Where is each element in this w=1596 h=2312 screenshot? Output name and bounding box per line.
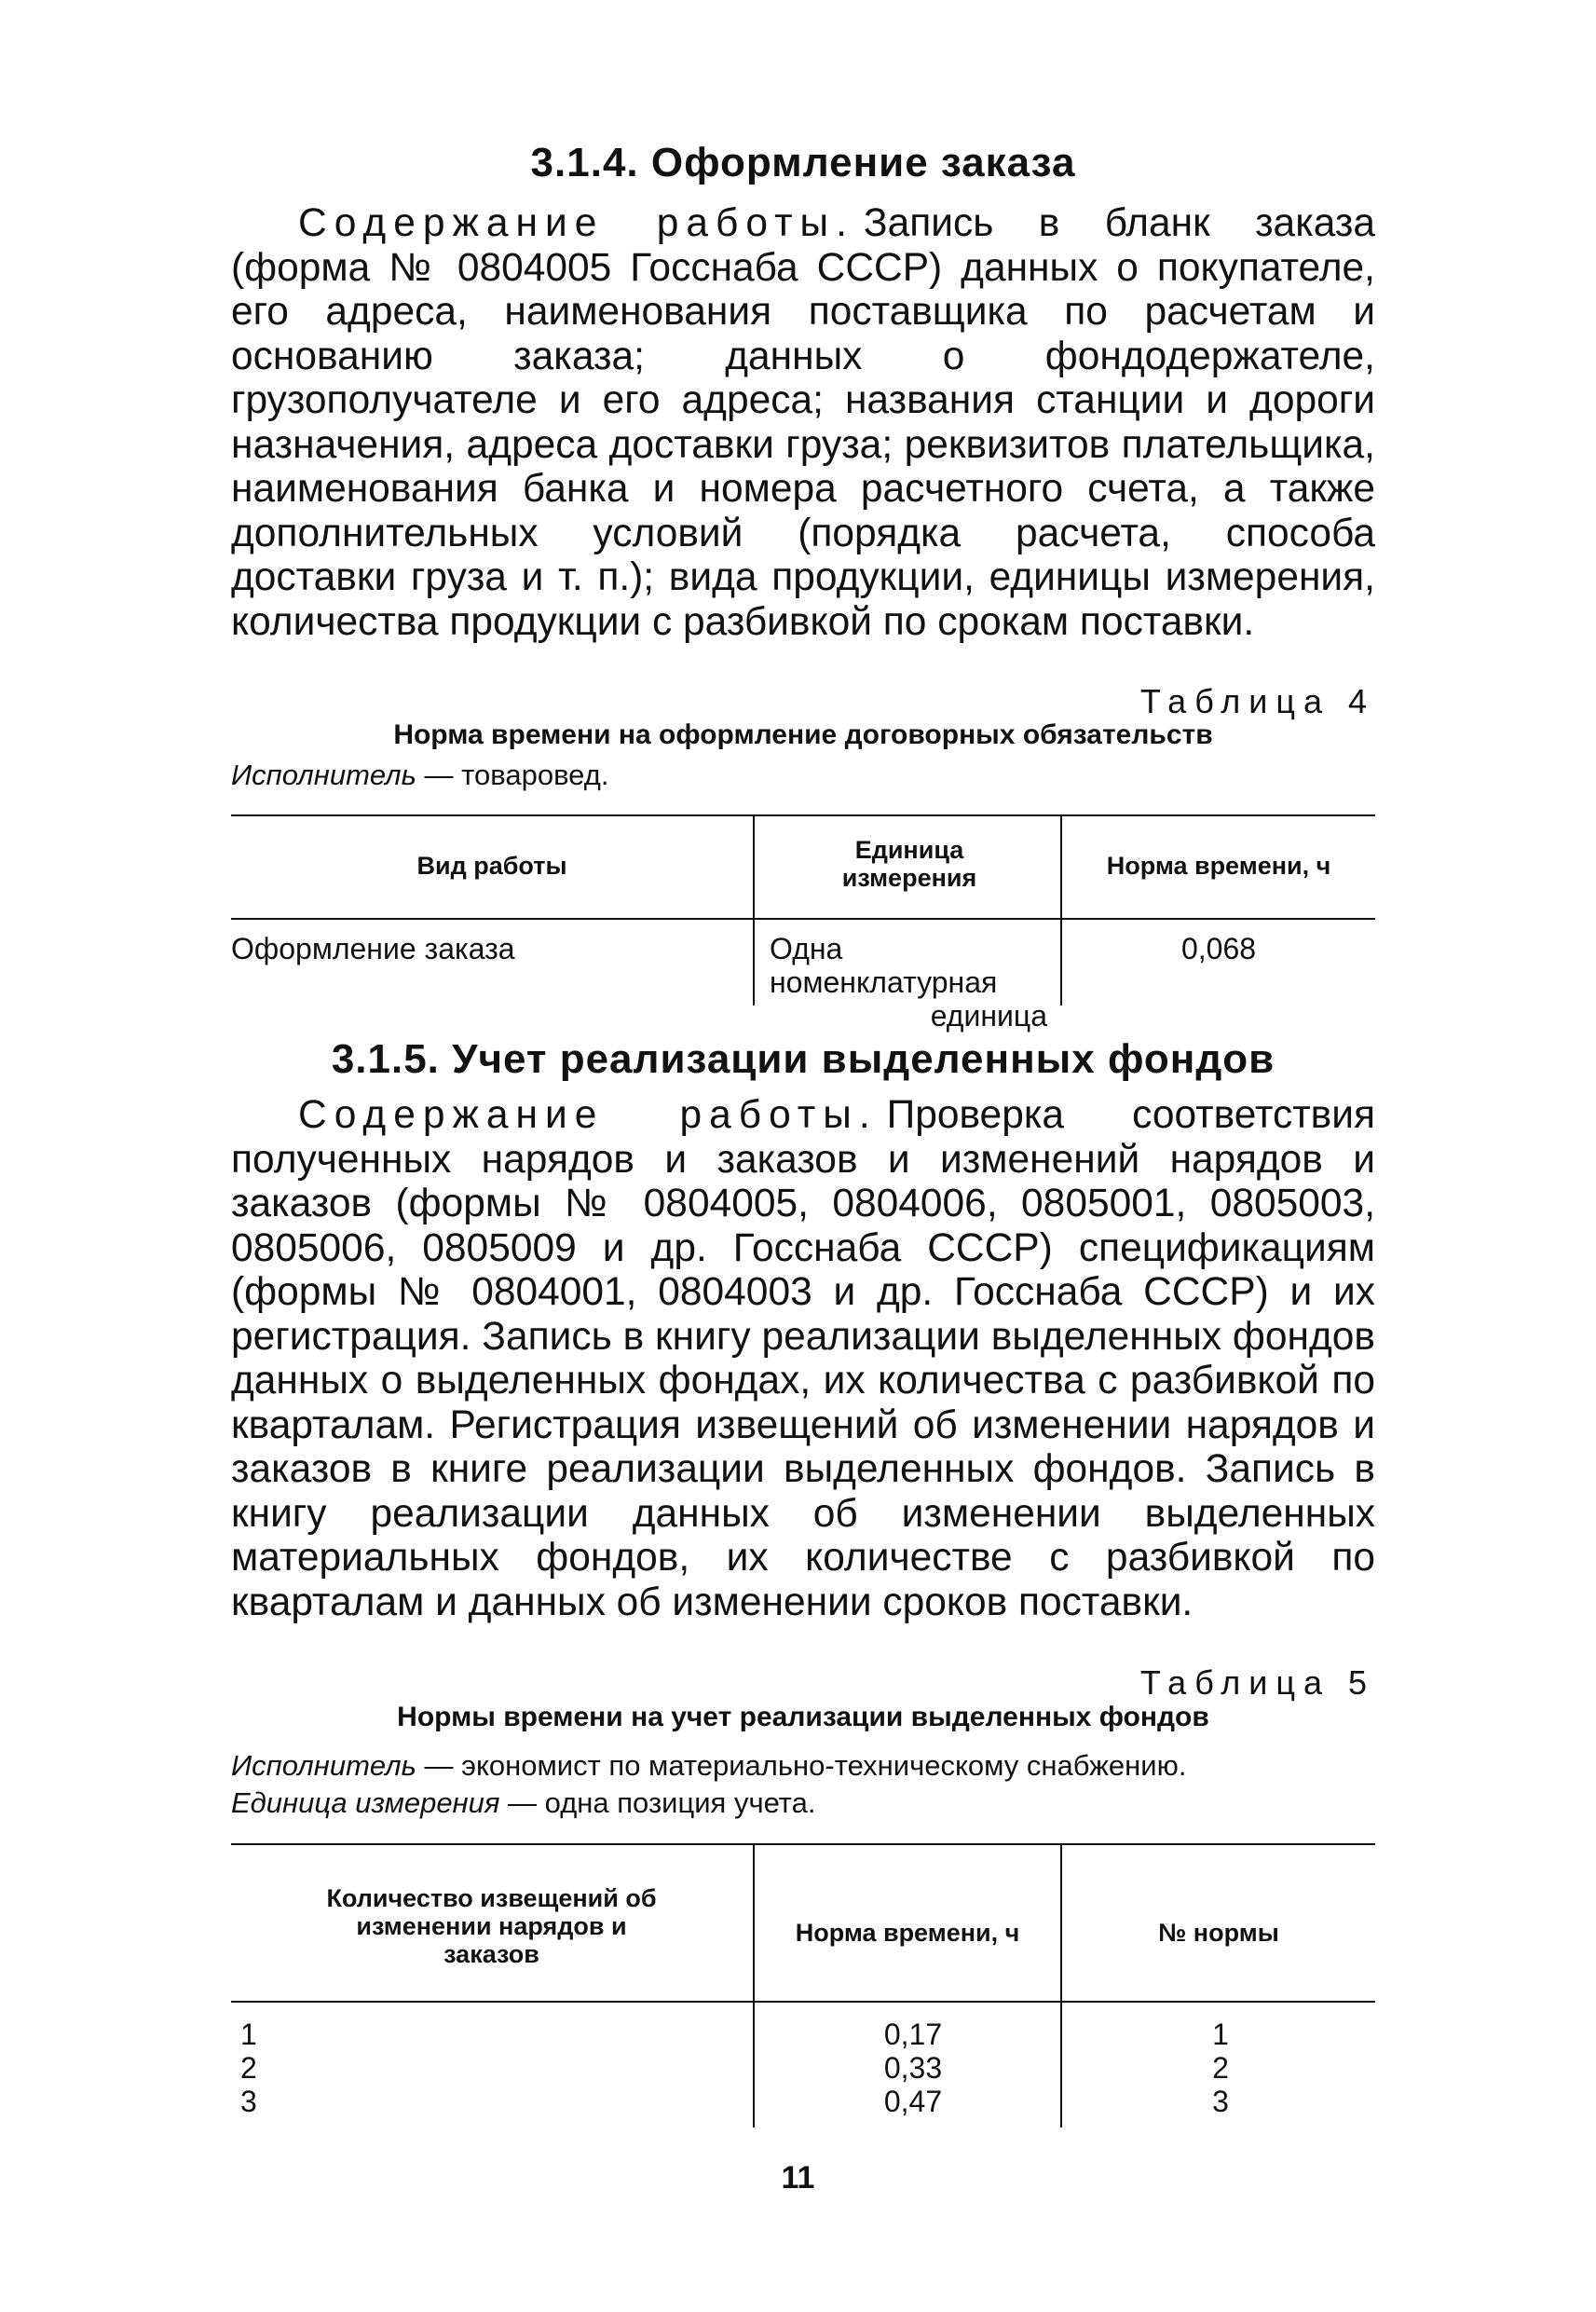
table-row-num: 1 (1212, 2018, 1229, 2051)
section-3-1-5-text (231, 1093, 1375, 1624)
section-3-1-5-body: Проверка соответствия полученных нарядов и заказов и изменений нарядов и заказов (формы № 0804005, 0804006, 0805001, 0805003, 0805006, 0805009 и др. Госснаба СССР) спецификациям (формы № 0804001, 0804003 и др. Госснаба СССР) и их регистрация. Запись в книгу реализации выделенных фондов данных о выделенных фондах, их количества с разбивкой по кварталам. Регистрация извещений об изменении нарядов и заказов в книге реализации выделенных фондов. Запись в книгу реализации данных об изменении выделенных материальных фондов, их количестве с разбивкой по кварталам и данных об изменении сроков поставки. (231, 1093, 1376, 1624)
table-4-cell-unit: Одна номенклатурная единица (770, 932, 1047, 1033)
table-5-header-num: № нормы (1158, 1919, 1279, 1947)
unit-label: Единица измерения (231, 1786, 500, 1819)
table-5-label: Таблица 5 (1139, 1663, 1375, 1702)
table-row-norm: 0,33 (883, 2051, 943, 2085)
table-row-num: 3 (1212, 2085, 1229, 2118)
table-4-col-divider-1 (753, 814, 755, 1006)
table-5-col-divider-1 (753, 1843, 755, 2127)
unit-value: — одна позиция учета. (499, 1786, 816, 1819)
table-4-header-work: Вид работы (416, 852, 567, 880)
section-heading-3-1-5: 3.1.5. Учет реализации выделенных фондов (331, 1036, 1275, 1082)
executor-value: — товаровед. (416, 759, 609, 791)
table-4-header-norm: Норма времени, ч (1106, 852, 1331, 880)
table-5-unit (231, 1785, 1375, 1822)
content-lead: Содержание работы. (298, 1093, 878, 1137)
table-5-header-count: Количество извещений об изменении нарядов и заказов (326, 1884, 657, 1968)
content-lead: Содержание работы. (298, 201, 854, 245)
table-4-col-divider-2 (1060, 814, 1062, 1006)
table-5-executor (231, 1747, 1375, 1785)
table-5-header-norm: Норма времени, ч (795, 1919, 1020, 1947)
table-row-num: 2 (1212, 2051, 1229, 2085)
executor-label: Исполнитель (231, 759, 416, 791)
section-heading-3-1-4: 3.1.4. Оформление заказа (530, 140, 1076, 185)
table-4-header-rule (231, 918, 1375, 920)
table-5-title: Нормы времени на учет реализации выделенных фондов (397, 1702, 1209, 1732)
page-number: 11 (781, 2160, 815, 2196)
table-4-executor (231, 757, 1375, 794)
table-4-header-unit: Единица измерения (841, 836, 977, 892)
section-3-1-4-body: Запись в бланк заказа (форма № 0804005 Госснаба СССР) данных о покупателе, его адреса, наименования поставщика по расчетам и основанию заказа; данных о фондодержателе, грузополучателе и его адреса; названия станции и дороги назначения, адреса доставки груза; реквизитов плательщика, наименования банка и номера расчетного счета, а также дополнительных условий (порядка расчета, способа доставки груза и т. п.); вида продукции, единицы измерения, количества продукции с разбивкой по срокам поставки. (231, 201, 1375, 644)
table-row-norm: 0,47 (883, 2085, 943, 2118)
executor-label: Исполнитель (231, 1749, 416, 1782)
table-row-count: 3 (240, 2085, 257, 2118)
table-4-cell-work: Оформление заказа (231, 932, 515, 965)
table-5-top-rule (231, 1843, 1375, 1845)
table-4-title: Норма времени на оформление договорных обязательств (393, 719, 1213, 750)
table-row-count: 1 (240, 2018, 257, 2051)
table-5-header-rule (231, 2001, 1375, 2003)
table-row-norm: 0,17 (883, 2018, 943, 2051)
table-4-label: Таблица 4 (1139, 682, 1375, 720)
executor-value: — экономист по материально-техническому снабжению. (416, 1749, 1187, 1782)
table-4-top-rule (231, 814, 1375, 816)
table-4-cell-norm: 0,068 (1180, 932, 1257, 965)
section-3-1-4-text (231, 201, 1375, 644)
table-row-count: 2 (240, 2051, 257, 2085)
table-5-col-divider-2 (1060, 1843, 1062, 2127)
